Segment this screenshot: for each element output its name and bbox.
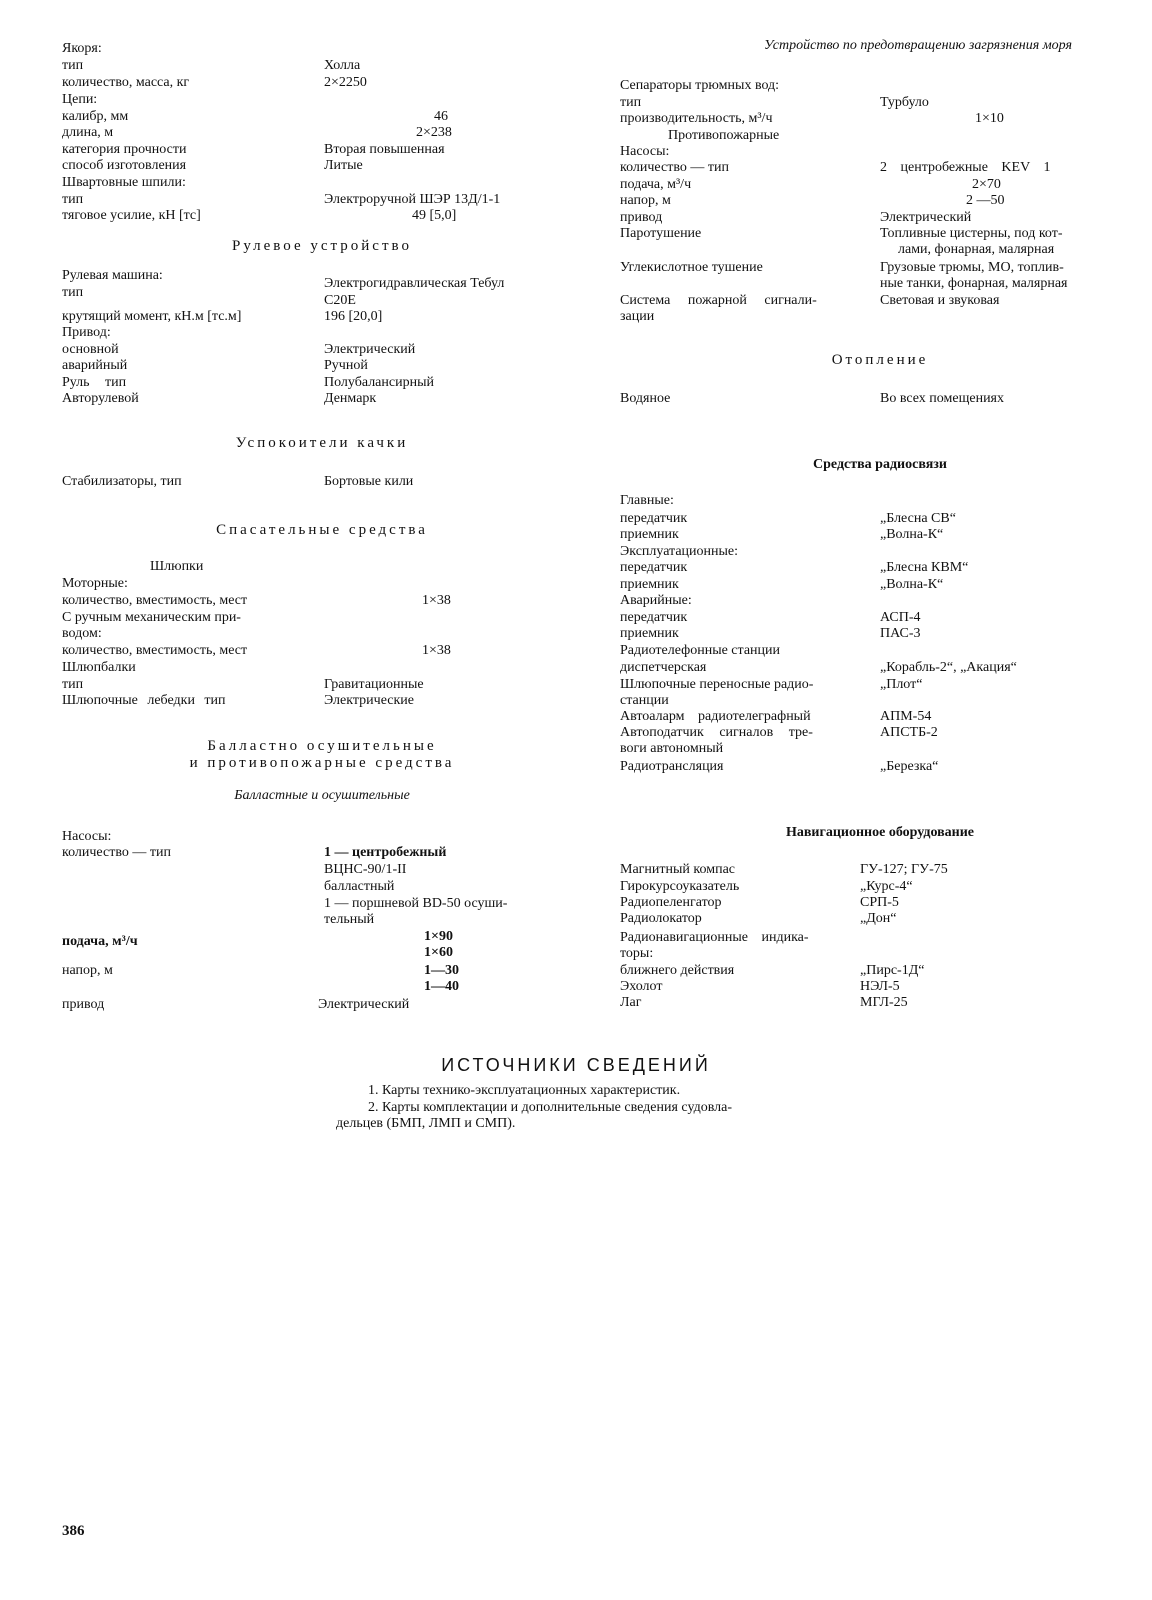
row-value: АПСТБ-2 (880, 725, 938, 740)
chains-title: Цепи: (62, 92, 98, 107)
row-value-continued: 1—40 (424, 979, 459, 994)
row-label: передатчик (620, 511, 688, 526)
fire-pumps-drive-row (620, 209, 1120, 226)
anchor-type-row (62, 57, 582, 74)
source-item-2-continued: дельцев (БМП, ЛМП и СМП). (336, 1116, 516, 1131)
row-value-continued: лами, фонарная, малярная (898, 242, 1055, 257)
row-label: категория прочности (62, 142, 187, 157)
row-value: 1×10 (975, 111, 1004, 126)
row-label: количество, вместимость, мест (62, 593, 248, 608)
row-label: тип (62, 677, 84, 692)
fire-alarm-row (620, 292, 1120, 326)
row-label: диспетчерская (620, 660, 707, 675)
boats-title: Шлюпки (150, 559, 204, 574)
davits-title: Шлюпбалки (62, 660, 136, 675)
fire-subtitle: Противопожарные (668, 128, 780, 143)
row-label: калибр, мм (62, 109, 129, 124)
manual-boats-row (62, 642, 582, 659)
row-value: „Пирс-1Д“ (860, 963, 925, 978)
rudder-row (62, 374, 582, 391)
row-value: „Плот“ (880, 677, 923, 692)
row-value: Грузовые трюмы, МО, топлив- (880, 260, 1064, 275)
capstan-type-row (62, 191, 582, 208)
fire-pumps-head-row (620, 192, 1120, 209)
page-number: 386 (62, 1523, 85, 1539)
fire-pumps-type-row (620, 159, 1120, 176)
row-value: Полубалансирный (324, 375, 434, 390)
drive-emergency-row (62, 357, 582, 374)
row-label: приемник (620, 577, 679, 592)
row-label-continued: станции (620, 693, 669, 708)
row-value: ПАС-3 (880, 626, 921, 641)
row-label: передатчик (620, 610, 688, 625)
radionav-title: Радионавигационные индика- (620, 930, 809, 945)
separator-capacity-row (620, 110, 1120, 127)
sources-title: ИСТОЧНИКИ СВЕДЕНИЙ (441, 1055, 711, 1075)
radio-em-title: Аварийные: (620, 593, 692, 608)
row-label: Радиотрансляция (620, 759, 724, 774)
row-label-continued: воги автономный (620, 741, 724, 756)
row-value: Ручной (324, 358, 368, 373)
row-value: ГУ-127; ГУ-75 (860, 862, 948, 877)
row-value: „Дон“ (860, 911, 897, 926)
drive-title: Привод: (62, 325, 111, 340)
radiophone-title: Радиотелефонные станции (620, 643, 780, 658)
row-label: передатчик (620, 560, 688, 575)
ballast-flow-row (62, 930, 582, 964)
row-value: Электрогидравлическая Тебул (324, 276, 505, 291)
row-label: привод (620, 210, 663, 225)
drive-main-row (62, 341, 582, 358)
row-label: ближнего действия (620, 963, 735, 978)
row-label: способ изготовления (62, 158, 187, 173)
source-item-2: 2. Карты комплектации и дополнительные сведения судовла- (368, 1100, 732, 1115)
row-label: крутящий момент, кН.м [тс.м] (62, 309, 242, 324)
ballast-drive-row (62, 996, 582, 1013)
nav-short-range-row (620, 962, 1120, 979)
row-value: 1—30 (424, 963, 459, 978)
row-value: Электрические (324, 693, 414, 708)
row-label: количество — тип (620, 160, 729, 175)
chain-length-row (62, 124, 582, 141)
separators-title: Сепараторы трюмных вод: (620, 78, 780, 93)
portable-radio-row (620, 676, 1120, 710)
heating-row (620, 390, 1120, 407)
row-label: аварийный (62, 358, 128, 373)
row-value: „Блесна КВМ“ (880, 560, 969, 575)
row-value: Вторая повышенная (324, 142, 445, 157)
stabilizers-row (62, 473, 582, 490)
row-label: тип (62, 192, 84, 207)
row-value: Денмарк (324, 391, 377, 406)
row-value-continued: ные танки, фонарная, малярная (880, 276, 1068, 291)
autopilot-row (62, 390, 582, 407)
row-value: Электрический (880, 210, 972, 225)
row-value: „Волна-К“ (880, 527, 944, 542)
dispatch-row (620, 659, 1120, 676)
row-label: основной (62, 342, 119, 357)
row-label: Система пожарной сигнали- (620, 293, 817, 308)
radio-em-tx-row (620, 609, 1120, 626)
row-value-continued: балластный (324, 879, 395, 894)
pumps-title: Насосы: (62, 829, 112, 844)
radio-em-rx-row (620, 625, 1120, 642)
row-label: Руль тип (62, 375, 127, 390)
fire-pumps-flow-row (620, 176, 1120, 193)
manual-boats-title: С ручным механическим при- (62, 610, 241, 625)
row-value: „Курс-4“ (860, 879, 913, 894)
row-label: привод (62, 997, 105, 1012)
row-value: Топливные цистерны, под кот- (880, 226, 1063, 241)
nav-log-row (620, 994, 1120, 1011)
radio-main-title: Главные: (620, 493, 674, 508)
row-value-continued: тельный (324, 912, 375, 927)
row-value: 2 центробежные KEV 1 (880, 160, 1051, 175)
capstans-title: Швартовные шпили: (62, 175, 186, 190)
autoalarm-row (620, 708, 1120, 725)
row-value: 1 — центробежный (324, 845, 447, 860)
steering-machine-title: Рулевая машина: (62, 268, 163, 283)
manual-boats-title-continued: водом: (62, 626, 102, 641)
separator-type-row (620, 94, 1120, 111)
motor-boats-title: Моторные: (62, 576, 128, 591)
row-value: „Березка“ (880, 759, 939, 774)
row-label: количество — тип (62, 845, 171, 860)
winches-row (62, 692, 582, 709)
row-label: напор, м (620, 193, 671, 208)
pumps-row (62, 844, 582, 929)
chain-method-row (62, 157, 582, 174)
row-label-continued: зации (620, 309, 655, 324)
row-value: 46 (434, 109, 448, 124)
row-value: Литые (324, 158, 363, 173)
row-label: тип (620, 95, 642, 110)
radio-main-rx-row (620, 526, 1120, 543)
nav-rdf-row (620, 894, 1120, 911)
row-value: 2 —50 (966, 193, 1005, 208)
row-label: Стабилизаторы, тип (62, 474, 182, 489)
row-value: 1×90 (424, 929, 453, 944)
chain-caliber-row (62, 108, 582, 125)
motor-boats-row (62, 592, 582, 609)
row-value: СРП-5 (860, 895, 899, 910)
row-label: количество, масса, кг (62, 75, 190, 90)
row-value: 2×70 (972, 177, 1001, 192)
row-label: Радиолокатор (620, 911, 702, 926)
radio-section-title: Средства радиосвязи (813, 457, 947, 472)
row-value-continued: ВЦНС-90/1-II (324, 862, 407, 877)
row-label: Водяное (620, 391, 671, 406)
row-label: подача, м³/ч (62, 934, 138, 949)
nav-echo-row (620, 978, 1120, 995)
row-value: 1×38 (422, 643, 451, 658)
radio-op-tx-row (620, 559, 1120, 576)
ballast-head-row (62, 962, 582, 996)
row-label: Углекислотное тушение (620, 260, 763, 275)
row-value: МГЛ-25 (860, 995, 908, 1010)
row-value: Световая и звуковая (880, 293, 1000, 308)
lifesaving-section-title: Спасательные средства (216, 522, 428, 538)
row-label: количество, вместимость, мест (62, 643, 248, 658)
radionav-title-continued: торы: (620, 946, 654, 961)
row-label: Автоподатчик сигналов тре- (620, 725, 813, 740)
running-header: Устройство по предотвращению загрязнения моря (764, 38, 1072, 53)
row-value: НЭЛ-5 (860, 979, 900, 994)
nav-section-title: Навигационное оборудование (785, 825, 975, 840)
row-value: „Блесна СВ“ (880, 511, 956, 526)
row-label: напор, м (62, 963, 113, 978)
row-label: Авторулевой (62, 391, 139, 406)
co2-row (620, 259, 1120, 293)
row-value-continued: C20E (324, 293, 356, 308)
row-value: Электрический (324, 342, 416, 357)
row-value: „Корабль-2“, „Акация“ (880, 660, 1017, 675)
row-label: тип (62, 58, 84, 73)
nav-gyro-row (620, 878, 1120, 895)
row-label: Автоаларм радиотелеграфный (620, 709, 811, 724)
row-value: Холла (324, 58, 361, 73)
ballast-subtitle: Балластные и осушительные (234, 788, 410, 803)
row-value: АСП-4 (880, 610, 921, 625)
torque-row (62, 308, 582, 325)
row-value: 2×238 (416, 125, 452, 140)
row-value: 1×38 (422, 593, 451, 608)
fire-pumps-title: Насосы: (620, 144, 670, 159)
heating-section-title: Отопление (831, 352, 929, 368)
row-label: Шлюпочные лебедки тип (62, 693, 226, 708)
row-label: Гирокурсоуказатель (620, 879, 740, 894)
row-value: „Волна-К“ (880, 577, 944, 592)
row-label: Лаг (620, 995, 642, 1010)
broadcast-row (620, 758, 1120, 775)
stabilizers-section-title: Успокоители качки (235, 435, 409, 451)
row-value: Во всех помещениях (880, 391, 1004, 406)
row-label: Шлюпочные переносные радио- (620, 677, 814, 692)
row-label: Магнитный компас (620, 862, 736, 877)
source-item-1: 1. Карты технико-эксплуатационных характеристик. (368, 1083, 681, 1098)
row-label: длина, м (62, 125, 114, 140)
row-label: Эхолот (620, 979, 663, 994)
row-value: Гравитационные (324, 677, 424, 692)
capstan-force-row (62, 207, 582, 224)
row-label: подача, м³/ч (620, 177, 692, 192)
row-value: Электрический (318, 997, 410, 1012)
anchor-mass-row (62, 74, 582, 91)
autosender-row (620, 724, 1120, 758)
row-label: Паротушение (620, 226, 702, 241)
row-value: Бортовые кили (324, 474, 414, 489)
row-value: 196 [20,0] (324, 309, 383, 324)
row-label: производительность, м³/ч (620, 111, 773, 126)
row-label: тяговое усилие, кН [тс] (62, 208, 201, 223)
row-value: 49 [5,0] (412, 208, 457, 223)
nav-radar-row (620, 910, 1120, 927)
chain-strength-row (62, 141, 582, 158)
radio-op-title: Эксплуатационные: (620, 544, 739, 559)
row-value-continued: 1×60 (424, 945, 453, 960)
row-label: тип (62, 285, 84, 300)
steam-row (620, 225, 1120, 259)
row-value: АПМ-54 (880, 709, 932, 724)
row-label: приемник (620, 527, 679, 542)
row-value: Турбуло (880, 95, 929, 110)
steering-section-title: Рулевое устройство (231, 238, 412, 254)
radio-main-tx-row (620, 510, 1120, 527)
row-value-continued: 1 — поршневой BD-50 осуши- (324, 896, 508, 911)
davits-row (62, 676, 582, 693)
row-label: Радиопеленгатор (620, 895, 722, 910)
row-label: приемник (620, 626, 679, 641)
ballast-section-title-continued: и противопожарные средства (189, 755, 455, 771)
radio-op-rx-row (620, 576, 1120, 593)
ballast-section-title: Балластно осушительные (207, 738, 437, 754)
anchors-title: Якоря: (62, 41, 102, 56)
row-value: Электроручной ШЭР 13Д/1-1 (324, 192, 501, 207)
nav-compass-row (620, 861, 1120, 878)
row-value: 2×2250 (324, 75, 367, 90)
